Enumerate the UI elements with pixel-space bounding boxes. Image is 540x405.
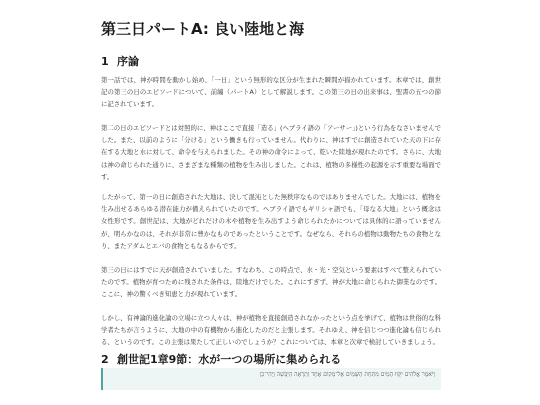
section-number: 2 [101, 353, 109, 366]
section-title: 創世記1章9節：水が一つの場所に集められる [117, 353, 342, 366]
section-heading-genesis [101, 351, 341, 367]
paragraph: しかし、有神論的進化論の立場に立つ人々は、神が植物を直接創造されなかったという点を挙げて、植物は世俗的な科学者たちが言うように、大地の中の有機物から進化したのだと主張します。それゆえ、神を信じつつ進化論も信じられる、というのです。この主張は果たして正しいのでしょうか？これについては、本章と次章で検討していきましょう。 [101, 314, 441, 347]
paragraph: したがって、第一の日に創造された大地は、決して混沌とした無秩序なものではありませんでした。大地には、植物を生み出せるあらゆる潜在能力が備えられていたのです。ヘブライ語でもギリシャ語でも、「母なる大地」という概念は女性形です。創世記は、大地がどれだけの木や植物を生み出すよう命じられたかについては具体的に語っていませんが、明らかなのは、それが非常に豊かなものであったということです。なぜなら、それらの植物は動物たちの食物となり、またアダムとエバの食物ともなるからです。 [101, 193, 441, 250]
page-title: 第三日パートA: 良い陸地と海 [101, 20, 305, 38]
section-heading-introduction [101, 53, 139, 69]
paragraph: 第二の日のエピソードとは対照的に、神はここで直接「造る」(ヘブライ語の「アーサー」)という行為をなさいませんでした。また、以前のように「分ける」という働きも行っていません。代わりに、神はすでに創造されていた天の下に存在する大地と水に対して、命令を与えられました。その神の命令によって、乾いた陸地が現れたのです。さらに、大地は神の命じられた通りに、さまざまな種類の植物を生み出しました。これは、植物の多様性の起源を示す重要な場面です。 [101, 124, 441, 181]
paragraph: 第三の日にはすでに天が創造されていました。すなわち、この時点で、水・光・空気という要素はすべて整えられていたのです。植物が育つために残された条件は、陸地だけでした。これにすぎず、神が大地に命じられた御業なのです。ここに、神の驚くべき知恵と力が現れています。 [101, 266, 441, 299]
hebrew-verse-text: וַיֹּאמֶר אֱלֹהִים יִקָּווּ הַמַּיִם מִתַּחַת הַשָּׁמַיִם אֶל־מָקוֹם אֶחָד וְתֵרָאֶה הַיַּבָּשָׁה וַיְהִי־כֵן [259, 371, 435, 378]
scripture-quote-block [101, 368, 441, 390]
paragraph: 第一話では、神が時間を動かし始め、「一日」という無形的な区分が生まれた瞬間が描かれています。本章では、創世記の第三の日のエピソードについて、前編（パートA）として解説します。この第三の日の出来事は、聖書の五つの節に記されています。 [101, 76, 441, 109]
section-number: 1 [101, 55, 109, 68]
section-title: 序論 [117, 55, 139, 68]
